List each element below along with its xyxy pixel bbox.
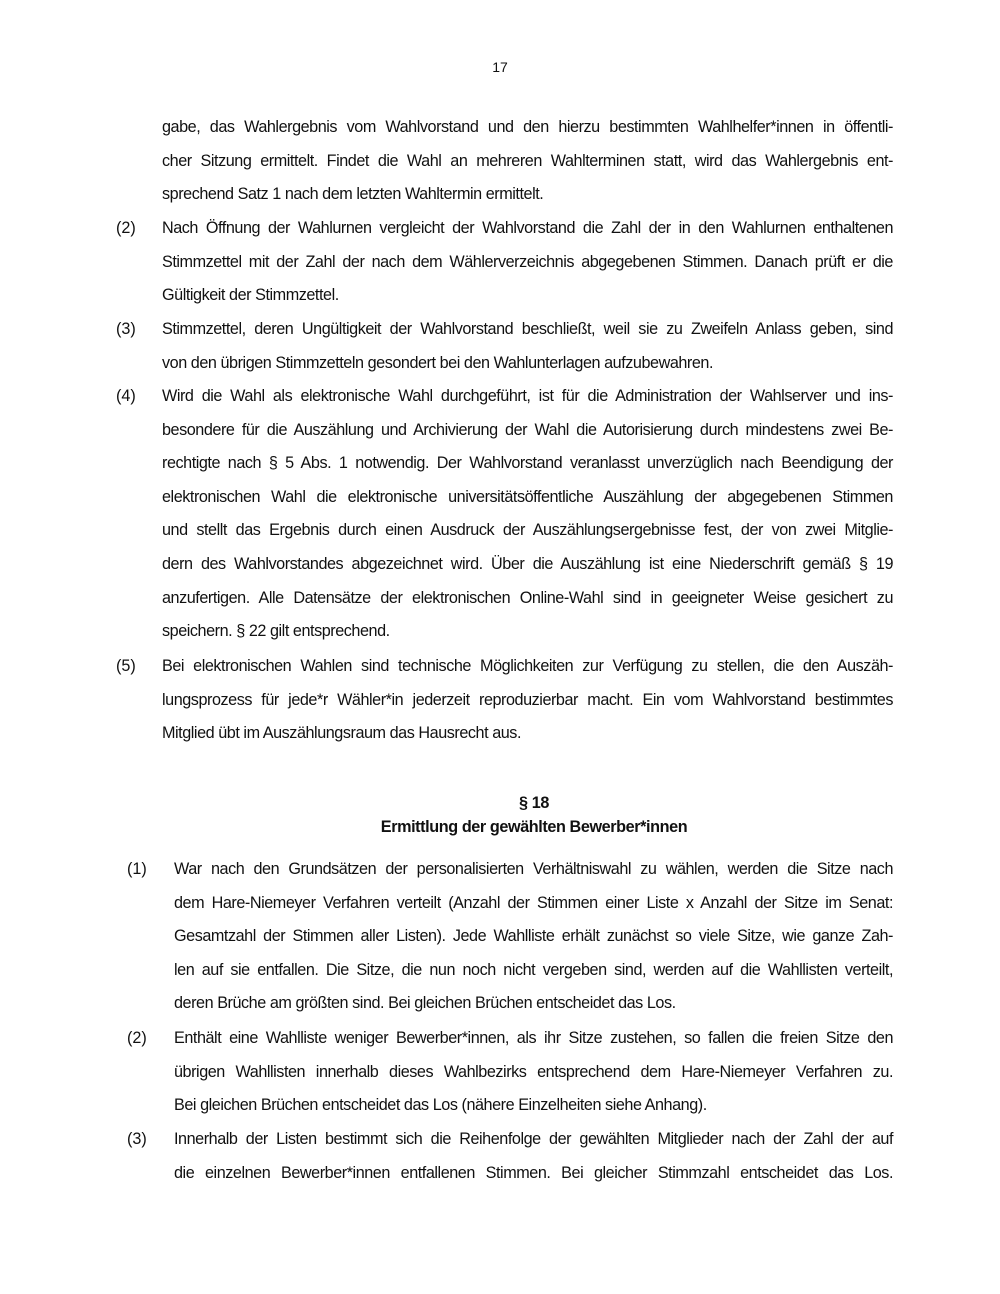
section18-paragraph-3 <box>174 1123 893 1190</box>
section18-paragraph-2 <box>174 1022 893 1123</box>
section18-paragraph-1 <box>174 853 893 1021</box>
section18-number: § 18 <box>519 794 549 812</box>
text-line: gabe, das Wahlergebnis vom Wahlvorstand und den hierzu bestimmten Wahlhelfer*innen in öffentli- <box>162 118 893 136</box>
text-line: Nach Öffnung der Wahlurnen vergleicht der Wahlvorstand die Zahl der in den Wahlurnen enthaltenen <box>162 219 893 237</box>
paragraph-number: (4) <box>116 387 136 405</box>
text-line: Gesamtzahl der Stimmen aller Listen). Jede Wahlliste erhält zunächst so viele Sitze, wie ganze Zah- <box>174 927 893 946</box>
text-line: Bei elektronischen Wahlen sind technische Möglichkeiten zur Verfügung zu stellen, die den Auszäh- <box>162 657 893 675</box>
text-line: übrigen Wahllisten innerhalb dieses Wahlbezirks entsprechend dem Hare-Niemeyer Verfahren zu. <box>174 1062 893 1081</box>
text-line: und stellt das Ergebnis durch einen Ausdruck der Auszählungsergebnisse fest, der von zwei Mitglie- <box>162 521 893 540</box>
paragraph-number: (1) <box>127 860 147 878</box>
text-line: dern des Wahlvorstandes abgezeichnet wird. Über die Auszählung ist eine Niederschrift gemäß § 19 <box>162 554 893 573</box>
text-line: Gültigkeit der Stimmzettel. <box>162 286 339 305</box>
text-line: Innerhalb der Listen bestimmt sich die Reihenfolge der gewählten Mitglieder nach der Zahl der auf <box>174 1130 893 1148</box>
text-line: rechtigte nach § 5 Abs. 1 notwendig. Der Wahlvorstand veranlasst unverzüglich nach Beendigung der <box>162 454 893 473</box>
text-line: Mitglied übt im Auszählungsraum das Hausrecht aus. <box>162 724 521 743</box>
paragraph-number: (2) <box>116 219 136 237</box>
text-line: sprechend Satz 1 nach dem letzten Wahltermin ermittelt. <box>162 185 544 204</box>
section18-title: Ermittlung der gewählten Bewerber*innen <box>380 818 688 836</box>
page-number: 17 <box>492 59 508 75</box>
text-line: len auf sie entfallen. Die Sitze, die nun noch nicht vergeben sind, werden auf die Wahllisten verteilt, <box>174 960 893 979</box>
text-line: deren Brüche am größten sind. Bei gleichen Brüchen entscheidet das Los. <box>174 994 676 1013</box>
text-line: Enthält eine Wahlliste weniger Bewerber*innen, als ihr Sitze zustehen, so fallen die freien Sitze den <box>174 1029 893 1047</box>
text-line: von den übrigen Stimmzetteln gesondert bei den Wahlunterlagen aufzubewahren. <box>162 353 714 372</box>
paragraph-number: (5) <box>116 657 136 675</box>
text-line: Bei gleichen Brüchen entscheidet das Los (nähere Einzelheiten siehe Anhang). <box>174 1096 707 1115</box>
text-line: elektronischen Wahl die elektronische universitätsöffentliche Auszählung der abgegebenen Stimmen <box>162 487 893 506</box>
section17-intro <box>162 111 893 212</box>
text-line: speichern. § 22 gilt entsprechend. <box>162 622 390 641</box>
text-line: Stimmzettel mit der Zahl der nach dem Wählerverzeichnis abgegebenen Stimmen. Danach prüft er die <box>162 252 893 271</box>
text-line: lungsprozess für jede*r Wähler*in jederzeit reproduzierbar macht. Ein vom Wahlvorstand bestimmtes <box>162 690 893 709</box>
paragraph-number: (3) <box>127 1130 147 1148</box>
text-line: Stimmzettel, deren Ungültigkeit der Wahlvorstand beschließt, weil sie zu Zweifeln Anlass geben, sind <box>162 320 893 338</box>
section17-paragraph-3 <box>162 313 893 380</box>
text-line: die einzelnen Bewerber*innen entfallenen Stimmen. Bei gleicher Stimmzahl entscheidet das Los. <box>174 1163 893 1182</box>
section17-paragraph-5 <box>162 650 893 751</box>
section17-paragraph-2 <box>162 212 893 313</box>
text-line: cher Sitzung ermittelt. Findet die Wahl an mehreren Wahlterminen statt, wird das Wahlergebnis ent- <box>162 151 893 170</box>
text-line: besondere für die Auszählung und Archivierung der Wahl die Autorisierung durch mindestens zwei Be- <box>162 420 893 439</box>
text-line: anzufertigen. Alle Datensätze der elektronischen Online-Wahl sind in geeigneter Weise gesichert zu <box>162 588 893 607</box>
text-line: dem Hare-Niemeyer Verfahren verteilt (Anzahl der Stimmen einer Liste x Anzahl der Sitze im Senat: <box>174 893 893 912</box>
paragraph-number: (2) <box>127 1029 147 1047</box>
text-line: Wird die Wahl als elektronische Wahl durchgeführt, ist für die Administration der Wahlserver und ins- <box>162 387 893 405</box>
paragraph-number: (3) <box>116 320 136 338</box>
text-line: War nach den Grundsätzen der personalisierten Verhältniswahl zu wählen, werden die Sitze nach <box>174 860 893 878</box>
section17-paragraph-4 <box>162 380 893 649</box>
